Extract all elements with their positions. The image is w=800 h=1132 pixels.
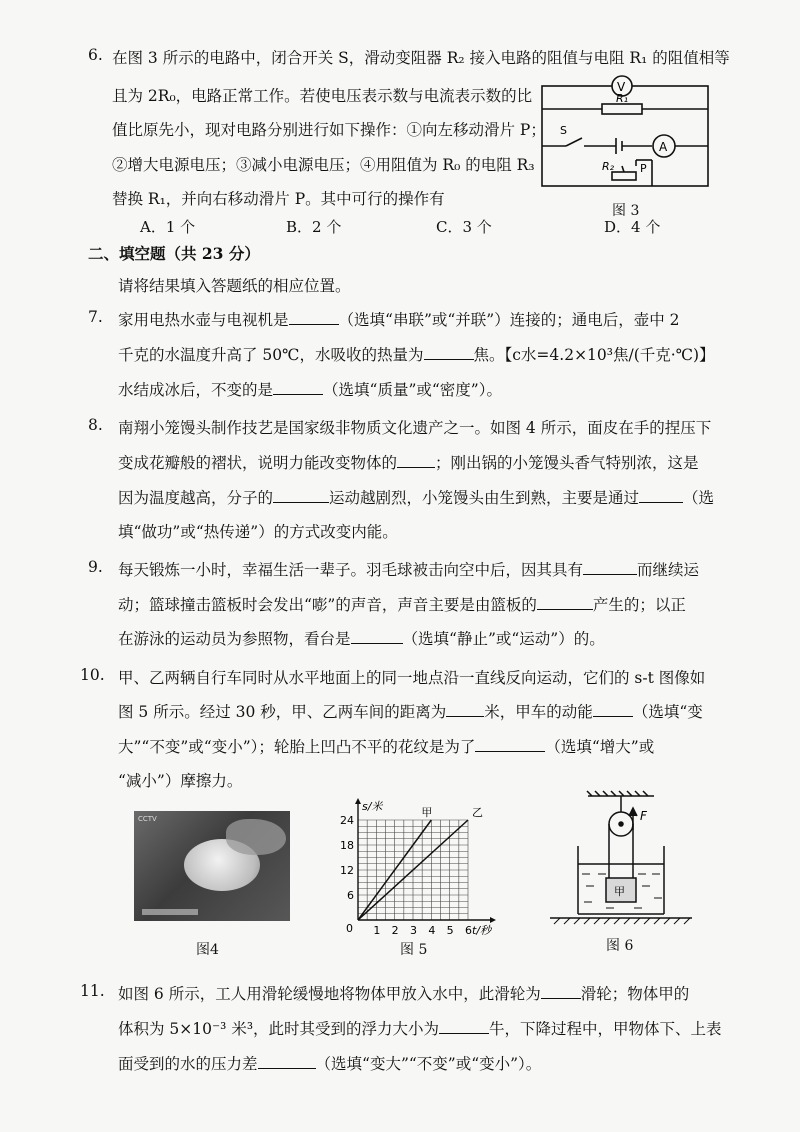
object-label: 甲: [614, 885, 625, 898]
photo-channel-logo: CCTV: [138, 815, 157, 823]
y-tick-label: 12: [340, 864, 354, 877]
figure-6-caption: 图 6: [606, 938, 634, 954]
series-label: 乙: [472, 806, 483, 819]
x-tick-label: 6: [465, 924, 472, 937]
q8-line2-b: ；刚出锅的小笼馒头香气特别浓，这是: [435, 454, 699, 472]
q8-blank-2[interactable]: [273, 488, 329, 503]
q11-line1-a: 如图 6 所示，工人用滑轮缓慢地将物体甲放入水中，此滑轮为: [118, 985, 541, 1003]
r2-label: R₂: [602, 160, 615, 173]
q7-line2-a: 千克的水温度升高了 50℃，水吸收的热量为: [118, 346, 424, 364]
q9-line3-b: （选填“静止”或“运动”）的。: [402, 630, 605, 648]
q6-line5: 替换 R₁，并向右移动滑片 P。其中可行的操作有: [112, 190, 445, 208]
q9-line2-a: 动；篮球撞击篮板时会发出“嘭”的声音，声音主要是由篮板的: [118, 596, 537, 614]
figure-5-caption: 图 5: [400, 942, 428, 958]
q6-option-c: C．3 个: [436, 218, 492, 236]
q10-line2-a: 图 5 所示。经过 30 秒，甲、乙两车间的距离为: [118, 703, 447, 721]
x-tick-label: 5: [446, 924, 454, 937]
y-axis-label: s/米: [362, 800, 383, 813]
q8-blank-3[interactable]: [639, 488, 683, 503]
q6-line2: 且为 2R₀，电路正常工作。若使电压表示数与电流表示数的比: [112, 87, 533, 105]
photo-caption-strip: [142, 909, 198, 915]
q10-line4: “减小”）摩擦力。: [118, 772, 243, 790]
origin-label: 0: [346, 922, 353, 935]
q11-number: 11.: [80, 982, 105, 1000]
figure-3-circuit: [536, 74, 716, 198]
q11-line2-a: 体积为 5×10⁻³ 米³，此时其受到的浮力大小为: [118, 1020, 440, 1038]
q11-line3-a: 面受到的水的压力差: [118, 1055, 258, 1073]
q7-blank-2[interactable]: [424, 345, 474, 360]
q11-line1-b: 滑轮；物体甲的: [580, 985, 690, 1003]
x-tick-label: 4: [428, 924, 436, 937]
q9-line1-b: 而继续运: [637, 561, 700, 579]
q8-line1: 南翔小笼馒头制作技艺是国家级非物质文化遗产之一。如图 4 所示，面皮在手的捏压下: [118, 419, 712, 437]
figure-4-caption: 图4: [196, 942, 219, 958]
section-2-title: 二、填空题（共 23 分）: [88, 244, 260, 263]
q11-line2-b: 牛，下降过程中，甲物体下、上表: [489, 1020, 722, 1038]
q9-line3-a: 在游泳的运动员为参照物，看台是: [118, 630, 351, 648]
q7-line1-b: （选填“串联”或“并联”）连接的；通电后，壶中 2: [338, 311, 680, 329]
q11-line3-b: （选填“变大”“不变”或“变小”）。: [315, 1055, 542, 1073]
q6-option-a: A．1 个: [140, 218, 196, 236]
q6-number: 6.: [88, 46, 103, 64]
q8-number: 8.: [88, 416, 103, 434]
q9-line2-b: 产生的；以正: [592, 596, 686, 614]
q10-line3-a: 大”“不变”或“变小”）；轮胎上凹凸不平的花纹是为了: [118, 738, 476, 756]
x-tick-label: 2: [391, 924, 399, 937]
force-label: F: [640, 809, 647, 823]
q11-blank-2[interactable]: [439, 1019, 489, 1034]
r1-label: R₁: [616, 92, 629, 105]
q6-line3: 值比原先小，现对电路分别进行如下操作：①向左移动滑片 P；: [112, 121, 546, 139]
y-axis-arrow: [355, 798, 361, 804]
q7-line3-a: 水结成冰后，不变的是: [118, 381, 274, 399]
q7-line1-a: 家用电热水壶与电视机是: [118, 311, 289, 329]
q10-blank-2[interactable]: [593, 702, 633, 717]
q7-line2-b: 焦。【c水=4.2×10³焦/(千克·℃)】: [473, 346, 715, 364]
q7-number: 7.: [88, 308, 103, 326]
x-tick-label: 1: [373, 924, 381, 937]
q8-line2-a: 变成花瓣般的褶状，说明力能改变物体的: [118, 454, 398, 472]
q6-option-b: B．2 个: [286, 218, 342, 236]
x-axis-arrow: [490, 917, 496, 923]
q10-number: 10.: [80, 666, 105, 684]
q6-line1: 在图 3 所示的电路中，闭合开关 S，滑动变阻器 R₂ 接入电路的阻值与电阻 R₁ 的阻值相等: [112, 49, 730, 67]
q11-blank-1[interactable]: [541, 984, 581, 999]
q7-blank-1[interactable]: [289, 310, 339, 325]
y-tick-label: 6: [347, 889, 354, 902]
y-tick-label: 18: [340, 839, 354, 852]
q7-line3-b: （选填“质量”或“密度”）。: [323, 381, 502, 399]
q8-line3-b: 运动越剧烈，小笼馒头由生到熟，主要是通过: [329, 489, 640, 507]
ammeter-label: A: [659, 140, 668, 154]
section-2-instruction: 请将结果填入答题纸的相应位置。: [118, 277, 351, 295]
figure-6-pulley: [546, 790, 696, 926]
switch-label: S: [560, 124, 567, 137]
q6-line4: ②增大电源电压；③减小电源电压；④用阻值为 R₀ 的电阻 R₃: [112, 156, 535, 174]
q10-line2-b: 米，甲车的动能: [484, 703, 593, 721]
q10-line3-b: （选填“增大”或: [545, 738, 655, 756]
q8-line3-c: （选: [683, 489, 715, 507]
y-tick-label: 24: [340, 814, 354, 827]
q8-blank-1[interactable]: [397, 453, 435, 468]
q8-line4: 填“做功”或“热传递”）的方式改变内能。: [118, 523, 398, 541]
figure-4-photo: [134, 811, 290, 921]
x-axis-label: t/秒: [472, 924, 492, 937]
q10-blank-1[interactable]: [446, 702, 484, 717]
q10-line2-c: （选填“变: [632, 703, 703, 721]
q9-line1-a: 每天锻炼一小时，幸福生活一辈子。羽毛球被击向空中后，因其具有: [118, 561, 584, 579]
q9-blank-1[interactable]: [583, 560, 637, 575]
slider-label: P: [640, 162, 647, 175]
q7-blank-3[interactable]: [273, 380, 323, 395]
q6-option-d: D．4 个: [604, 218, 661, 236]
q10-line1: 甲、乙两辆自行车同时从水平地面上的同一地点沿一直线反向运动，它们的 s-t 图像如: [118, 669, 706, 687]
figure-3-caption: 图 3: [612, 203, 640, 219]
q10-blank-3[interactable]: [475, 737, 545, 752]
voltmeter-label: V: [617, 80, 626, 94]
q11-blank-3[interactable]: [258, 1054, 316, 1069]
q9-number: 9.: [88, 558, 103, 576]
figure-5-st-graph: [332, 792, 522, 940]
x-tick-label: 3: [410, 924, 417, 937]
hand-shape: [226, 819, 286, 855]
series-label: 甲: [421, 806, 433, 819]
q9-blank-3[interactable]: [351, 629, 403, 644]
q9-blank-2[interactable]: [537, 595, 593, 610]
q8-line3-a: 因为温度越高，分子的: [118, 489, 274, 507]
